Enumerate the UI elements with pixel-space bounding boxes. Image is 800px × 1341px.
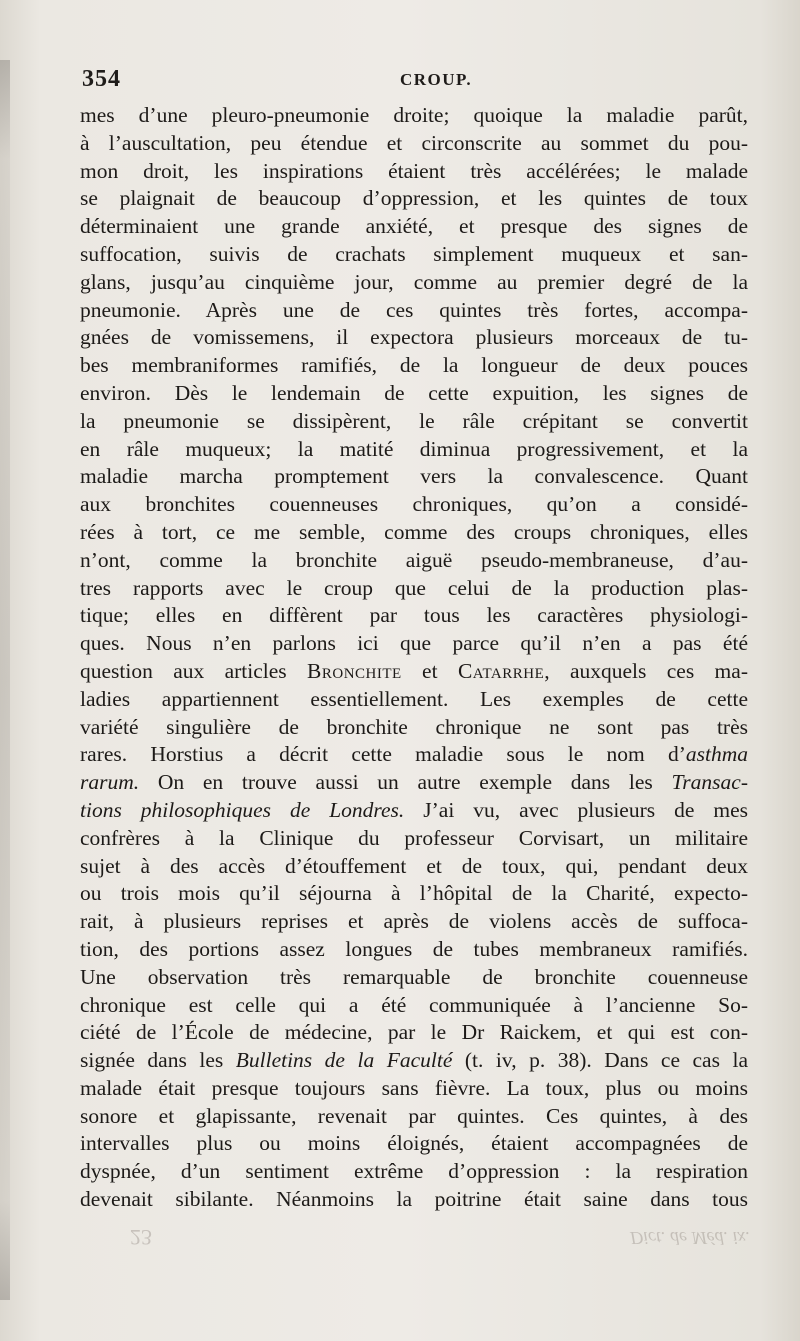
text-line [80,463,748,491]
text-line [80,130,748,158]
text-run: rares. Horstius a décrit cette maladie sous le nom d’ [80,742,686,767]
text-line [80,992,748,1020]
text-run: tique; elles en diffèrent par tous les caractères physiologi- [80,603,748,628]
text-run: , auxquels ces ma- [544,658,748,683]
text-run: On en trouve aussi un autre exemple dans les [139,770,672,795]
text-line [80,158,748,186]
text-line [80,908,748,936]
text-line [80,102,748,130]
text-line [80,324,748,352]
text-run: dyspnée, d’un sentiment extrême d’oppression : la respiration [80,1159,748,1184]
text-run: et [401,658,458,683]
text-run: sonore et glapissante, revenait par quintes. Ces quintes, à des [80,1103,748,1128]
page-header [82,66,742,102]
text-line [80,1158,748,1186]
text-line [80,797,748,825]
small-caps-text: Bronchite [307,658,402,683]
text-line [80,1047,748,1075]
text-run: rait, à plusieurs reprises et après de violens accès de suffoca- [80,909,748,934]
running-title: CROUP. [400,70,473,89]
text-run: confrères à la Clinique du professeur Corvisart, un militaire [80,825,748,850]
text-line [80,213,748,241]
text-run: bes membraniformes ramifiés, de la longueur de deux pouces [80,353,748,378]
text-run: glans, jusqu’au cinquième jour, comme au premier degré de la [80,269,748,294]
text-run: sujet à des accès d’étouffement et de toux, qui, pendant deux [80,853,748,878]
text-line [80,1019,748,1047]
text-run: (t. iv, p. 38). Dans ce cas la [452,1048,748,1073]
text-run: devenait sibilante. Néanmoins la poitrine était saine dans tous [80,1187,748,1212]
text-run: intervalles plus ou moins éloignés, étaient accompagnées de [80,1131,748,1156]
text-line [80,658,748,686]
text-run: ciété de l’École de médecine, par le Dr Raickem, et qui est con- [80,1020,748,1045]
text-run: question aux articles [80,658,308,683]
text-run: Une observation très remarquable de bronchite couenneuse [80,964,748,989]
italic-text: rarum. [80,770,140,795]
text-line [80,380,748,408]
text-run: J’ai vu, avec plusieurs de mes [404,797,748,822]
text-line [80,352,748,380]
text-run: mon droit, les inspirations étaient très accélérées; le malade [80,158,748,183]
text-line [80,547,748,575]
bleed-through-footer: Dict. de Méd. ix. [630,1228,750,1248]
text-line [80,575,748,603]
text-run: signée dans les [80,1048,236,1073]
page-edge-shadow [0,60,10,1300]
italic-text: Bulletins de la Faculté [235,1048,453,1073]
text-line [80,853,748,881]
text-line [80,686,748,714]
text-line [80,408,748,436]
bleed-through-text [130,1210,770,1250]
text-line [80,519,748,547]
text-run: ladies appartiennent essentiellement. Les exemples de cette [80,686,748,711]
text-run: tres rapports avec le croup que celui de la production plas- [80,575,748,600]
text-line [80,714,748,742]
text-run: ou trois mois qu’il séjourna à l’hôpital de la Charité, expecto- [80,881,748,906]
text-run: rées à tort, ce me semble, comme des croups chroniques, elles [80,519,748,544]
italic-text: Transac- [671,770,748,795]
text-run: mes d’une pleuro-pneumonie droite; quoique la maladie parût, [80,103,748,127]
text-run: variété singulière de bronchite chronique ne sont pas très [80,714,748,739]
text-line [80,436,748,464]
text-line [80,297,748,325]
text-run: gnées de vomissemens, il expectora plusieurs morceaux de tu- [80,325,748,350]
text-line [80,741,748,769]
text-run: à l’auscultation, peu étendue et circonscrite au sommet du pou- [80,130,748,155]
text-run: déterminaient une grande anxiété, et presque des signes de [80,214,748,239]
text-line [80,269,748,297]
italic-text: asthma [685,742,748,767]
text-run: ques. Nous n’en parlons ici que parce qu’il n’en a pas été [80,631,748,656]
text-run: se plaignait de beaucoup d’oppression, et les quintes de toux [80,186,748,211]
text-run: suffocation, suivis de crachats simplement muqueux et san- [80,241,748,266]
text-run: chronique est celle qui a été communiquée à l’ancienne So- [80,992,748,1017]
text-run: n’ont, comme la bronchite aiguë pseudo-membraneuse, d’au- [80,547,748,572]
text-run: environ. Dès le lendemain de cette expuition, les signes de [80,380,748,405]
text-line [80,241,748,269]
small-caps-text: Catarrhe [457,658,545,683]
text-run: maladie marcha promptement vers la convalescence. Quant [80,464,748,489]
text-line [80,1075,748,1103]
text-run: pneumonie. Après une de ces quintes très fortes, accompa- [80,297,748,322]
text-line [80,185,748,213]
text-line [80,880,748,908]
text-line [80,769,748,797]
text-run: la pneumonie se dissipèrent, le râle crépitant se convertit [80,408,748,433]
text-run: tion, des portions assez longues de tubes membraneux ramifiés. [80,936,748,961]
italic-text: tions philosophiques de Londres. [80,797,405,822]
text-line [80,491,748,519]
body-text [80,102,748,1214]
text-run: malade était presque toujours sans fièvre. La toux, plus ou moins [80,1075,748,1100]
text-run: aux bronchites couenneuses chroniques, qu’on a considé- [80,492,748,517]
text-line [80,825,748,853]
text-line [80,1103,748,1131]
text-line [80,964,748,992]
text-line [80,1130,748,1158]
text-line [80,630,748,658]
text-run: en râle muqueux; la matité diminua progressivement, et la [80,436,748,461]
text-line [80,602,748,630]
bleed-through-signature: 23 [130,1225,152,1250]
text-line [80,936,748,964]
page-number: 354 [82,66,121,92]
